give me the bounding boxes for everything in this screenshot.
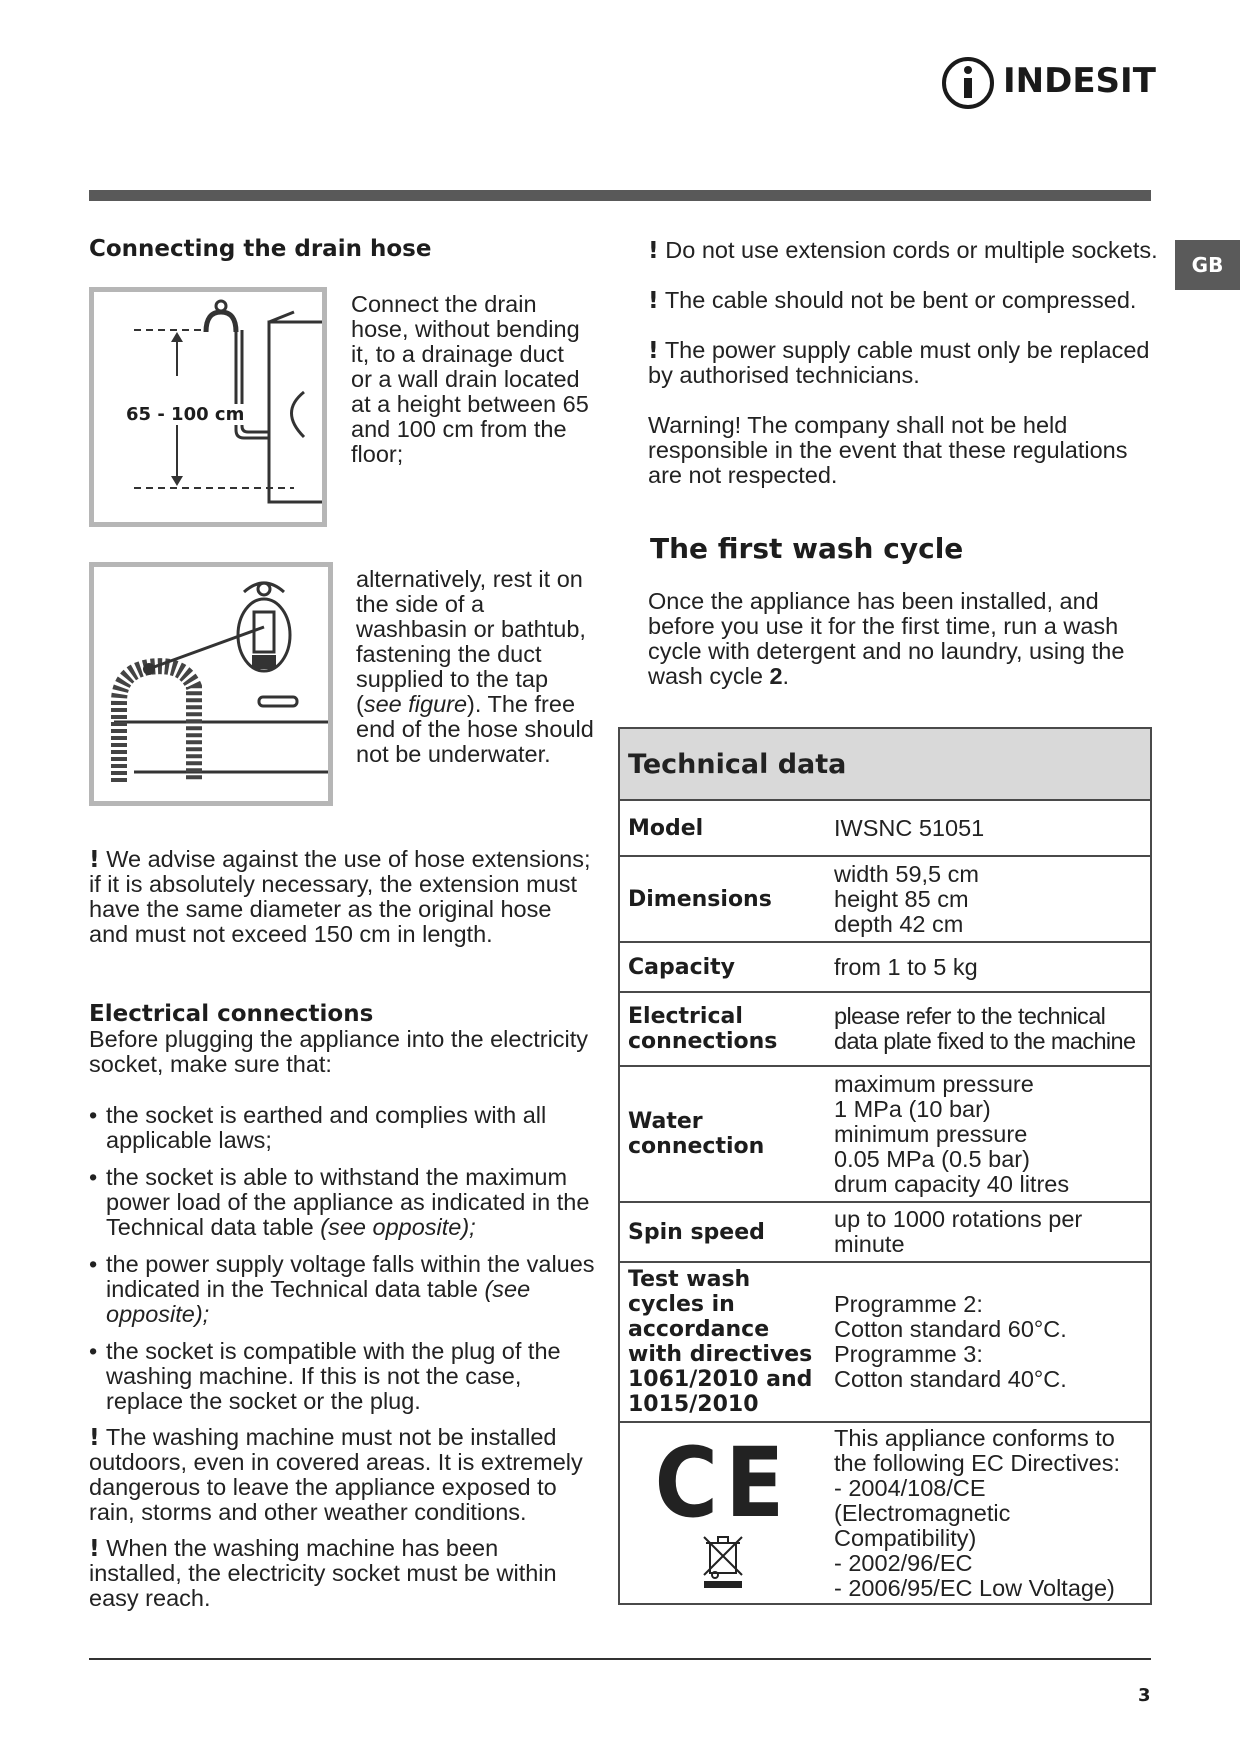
socket-reach-text: When the washing machine has been installed, the electricity socket must be within easy reach. bbox=[89, 1535, 557, 1611]
electrical-heading: Electrical connections bbox=[89, 1001, 374, 1027]
value-line: minimum pressure bbox=[834, 1120, 1028, 1147]
ce-mark-cell bbox=[619, 1422, 826, 1604]
value-line: 1 MPa (10 bar) bbox=[834, 1095, 991, 1122]
washbasin-text-after: ). The free end of the hose should not be underwater. bbox=[356, 691, 594, 767]
value-line: please refer to the technical bbox=[834, 1003, 1106, 1029]
list-item bbox=[89, 1103, 599, 1153]
table-row bbox=[619, 800, 1151, 856]
row-value bbox=[826, 800, 1151, 856]
row-value bbox=[826, 1202, 1151, 1262]
electrical-connections-section bbox=[89, 1002, 594, 1077]
bullet-text: the socket is able to withstand the maximum power load of the appliance as indicated in the Technical data table bbox=[106, 1164, 590, 1240]
table-row bbox=[619, 1262, 1151, 1422]
table-row bbox=[619, 1202, 1151, 1262]
exclamation-mark: ! bbox=[89, 1534, 100, 1562]
hose-extension-warning bbox=[89, 847, 594, 947]
footer-rule bbox=[89, 1658, 1151, 1660]
bullet-reference: (see opposite); bbox=[106, 1276, 531, 1327]
value-line: from 1 to 5 kg bbox=[834, 953, 978, 980]
row-key: Dimensions bbox=[619, 856, 826, 942]
row-key: Spin speed bbox=[619, 1202, 826, 1262]
value-line: Cotton standard 40°C. bbox=[834, 1366, 1067, 1392]
value-line: data plate fixed to the machine bbox=[834, 1028, 1136, 1054]
row-value bbox=[826, 942, 1151, 992]
cable-note-1 bbox=[648, 238, 1158, 263]
washbasin-instruction bbox=[356, 567, 598, 767]
value-line: width 59,5 cm bbox=[834, 860, 979, 887]
exclamation-mark: ! bbox=[648, 286, 659, 314]
value-line: depth 42 cm bbox=[834, 910, 964, 937]
bullet-reference: (see opposite); bbox=[320, 1214, 476, 1240]
table-row bbox=[619, 942, 1151, 992]
ce-mark: CE bbox=[654, 1426, 792, 1539]
note-text: Do not use extension cords or multiple sockets. bbox=[665, 237, 1158, 263]
technical-data-table bbox=[618, 727, 1152, 1605]
value-line: 0.05 MPa (0.5 bar) bbox=[834, 1145, 1030, 1172]
table-title: Technical data bbox=[619, 728, 1151, 800]
exclamation-mark: ! bbox=[89, 1423, 100, 1451]
weee-bin-icon bbox=[698, 1533, 748, 1589]
washbasin-text-before: alternatively, rest it on the side of a washbasin or bathtub, fastening the duct supplied to the tap ( bbox=[356, 566, 586, 717]
exclamation-mark: ! bbox=[89, 845, 100, 873]
washbasin-figure bbox=[89, 562, 333, 806]
value-line: - 2002/96/EC bbox=[834, 1549, 973, 1576]
value-line: Programme 2: bbox=[834, 1291, 983, 1317]
bullet-text: the socket is compatible with the plug of the washing machine. If this is not the case, replace the socket or the plug. bbox=[106, 1338, 561, 1414]
drain-height-figure bbox=[89, 287, 327, 527]
table-row bbox=[619, 856, 1151, 942]
value-line: Cotton standard 60°C. bbox=[834, 1316, 1067, 1342]
table-row bbox=[619, 992, 1151, 1066]
row-key: Capacity bbox=[619, 942, 826, 992]
row-value bbox=[826, 992, 1151, 1066]
value-line: Programme 3: bbox=[834, 1341, 983, 1367]
page-number: 3 bbox=[1138, 1685, 1151, 1706]
row-key: Test wash cycles in accordance with directives 1061/2010 and 1015/2010 bbox=[619, 1262, 826, 1422]
indesit-symbol-icon bbox=[940, 55, 996, 111]
value-line: IWSNC 51051 bbox=[834, 814, 985, 841]
electrical-checklist bbox=[89, 1103, 599, 1426]
company-disclaimer: Warning! The company shall not be held responsible in the event that these regulations are not respected. bbox=[648, 412, 1128, 488]
value-line: - 2006/95/EC Low Voltage) bbox=[834, 1574, 1115, 1601]
cable-note-2 bbox=[648, 288, 1158, 313]
row-key: Electrical connections bbox=[619, 992, 826, 1066]
hose-warning-text: We advise against the use of hose extensions; if it is absolutely necessary, the extension must have the same diameter as the original hose and must not exceed 150 cm in length. bbox=[89, 846, 591, 947]
value-line: maximum pressure bbox=[834, 1070, 1034, 1097]
first-wash-period: . bbox=[782, 663, 790, 689]
value-line: the following EC Directives: bbox=[834, 1449, 1121, 1476]
note-text: The power supply cable must only be replaced by authorised technicians. bbox=[648, 337, 1150, 388]
first-wash-cycle-number: 2 bbox=[769, 663, 783, 689]
height-label: 65 - 100 cm bbox=[126, 404, 245, 425]
see-figure-ref: see figure bbox=[363, 691, 468, 717]
value-line: - 2004/108/CE (Electromagnetic Compatibility) bbox=[834, 1474, 1011, 1551]
bullet-text: the socket is earthed and complies with all applicable laws; bbox=[106, 1102, 547, 1153]
value-line: This appliance conforms to bbox=[834, 1424, 1115, 1451]
header-rule bbox=[89, 190, 1151, 201]
logo-text: INDESIT bbox=[1003, 61, 1156, 101]
language-tab: GB bbox=[1175, 240, 1240, 290]
note-text: The cable should not be bent or compressed. bbox=[664, 287, 1137, 313]
row-value bbox=[826, 856, 1151, 942]
cable-note-3 bbox=[648, 338, 1153, 388]
table-row bbox=[619, 1422, 1151, 1604]
first-wash-heading: The first wash cycle bbox=[650, 532, 964, 565]
row-key: Model bbox=[619, 800, 826, 856]
value-line: up to 1000 rotations per bbox=[834, 1206, 1083, 1232]
outdoor-installation-warning bbox=[89, 1425, 594, 1525]
exclamation-mark: ! bbox=[648, 236, 659, 264]
row-value bbox=[826, 1262, 1151, 1422]
table-row bbox=[619, 1066, 1151, 1202]
table-header-row bbox=[619, 728, 1151, 800]
value-line: height 85 cm bbox=[834, 885, 969, 912]
row-value bbox=[826, 1066, 1151, 1202]
exclamation-mark: ! bbox=[648, 336, 659, 364]
value-line: minute bbox=[834, 1231, 905, 1257]
indesit-logo bbox=[940, 55, 1155, 110]
list-item bbox=[89, 1339, 599, 1414]
row-value bbox=[826, 1422, 1151, 1604]
first-wash-text bbox=[648, 589, 1153, 689]
bullet-text: the power supply voltage falls within the values indicated in the Technical data table bbox=[106, 1251, 595, 1302]
washbasin-hose-illustration bbox=[94, 567, 328, 801]
drain-heading: Connecting the drain hose bbox=[89, 236, 432, 262]
outdoor-warning-text: The washing machine must not be installed outdoors, even in covered areas. It is extremely dangerous to leave the appliance exposed to rain, storms and other weather conditions. bbox=[89, 1424, 583, 1525]
row-key: Water connection bbox=[619, 1066, 826, 1202]
drain-hose-instruction: Connect the drain hose, without bending it, to a drainage duct or a wall drain located at a height between 65 and 100 cm from the floor; bbox=[351, 291, 589, 467]
list-item bbox=[89, 1165, 599, 1240]
list-item bbox=[89, 1252, 599, 1327]
value-line: drum capacity 40 litres bbox=[834, 1170, 1070, 1197]
electrical-intro: Before plugging the appliance into the electricity socket, make sure that: bbox=[89, 1026, 589, 1077]
socket-reach-warning bbox=[89, 1536, 594, 1611]
first-wash-body: Once the appliance has been installed, and before you use it for the first time, run a wash cycle with detergent and no laundry, using the wash cycle bbox=[648, 588, 1125, 689]
